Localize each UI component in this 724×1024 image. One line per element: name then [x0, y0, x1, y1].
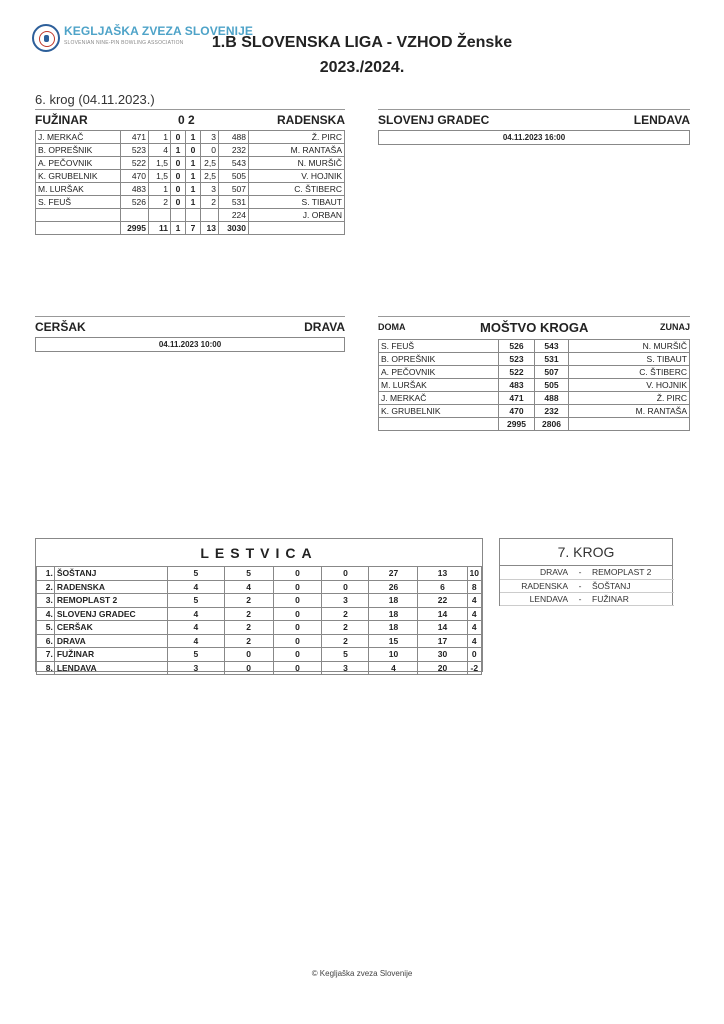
stat-col-2: 2: [224, 621, 273, 635]
table-row: [379, 366, 690, 379]
stat-col-1: 5: [167, 648, 224, 662]
stat-col-1: 4: [167, 607, 224, 621]
fixture-home: DRAVA: [500, 566, 570, 579]
rank: 2.: [37, 580, 55, 594]
stat-col-5: 4: [369, 661, 418, 675]
stat-col-4: 2: [322, 621, 369, 635]
home-match-point: 0: [171, 157, 186, 170]
stat-col-7: 4: [467, 607, 481, 621]
best-team-header: [378, 316, 690, 336]
stat-col-1: 5: [167, 594, 224, 608]
stat-col-7: 4: [467, 634, 481, 648]
home-points: 4: [149, 144, 171, 157]
next-round-title: 7. KROG: [557, 544, 615, 560]
away-score: 507: [219, 183, 249, 196]
next-round-panel: [499, 538, 673, 566]
footer-copyright: © Kegljaška zveza Slovenije: [311, 969, 413, 978]
stat-col-3: 0: [273, 661, 322, 675]
stat-col-2: 4: [224, 580, 273, 594]
fixture-separator: -: [570, 579, 590, 592]
home-score: 522: [499, 366, 535, 379]
table-row: [379, 392, 690, 405]
table-row: [36, 157, 345, 170]
stat-col-1: 4: [167, 621, 224, 635]
away-score: 531: [535, 353, 569, 366]
away-total-score: 3030: [219, 222, 249, 235]
home-points: [149, 209, 171, 222]
match3-datetime: 04.11.2023 10:00: [35, 337, 345, 352]
stat-col-5: 15: [369, 634, 418, 648]
away-match-point: 1: [186, 157, 201, 170]
home-player: M. LURŠAK: [36, 183, 121, 196]
away-score: 232: [219, 144, 249, 157]
home-total-score: 2995: [499, 418, 535, 431]
away-total-points: 13: [201, 222, 219, 235]
fixture-away: FUŽINAR: [590, 592, 674, 605]
home-total-score: 2995: [121, 222, 149, 235]
stat-col-4: 0: [322, 580, 369, 594]
stat-col-6: 30: [418, 648, 467, 662]
home-score: 471: [121, 131, 149, 144]
away-points: 2,5: [201, 170, 219, 183]
best-team-home-label: DOMA: [378, 322, 406, 332]
stat-col-1: 3: [167, 661, 224, 675]
away-score: 505: [219, 170, 249, 183]
home-player: J. MERKAČ: [36, 131, 121, 144]
stat-col-2: 0: [224, 648, 273, 662]
match2-header: [378, 109, 690, 129]
standings-row: [37, 661, 482, 675]
table-row: [36, 170, 345, 183]
away-player: M. RANTAŠA: [249, 144, 345, 157]
fixture-row: [500, 592, 674, 605]
match3-away-team: DRAVA: [304, 320, 345, 334]
stat-col-2: 2: [224, 594, 273, 608]
stat-col-3: 0: [273, 567, 322, 581]
best-team-title: MOŠTVO KROGA: [480, 320, 589, 335]
standings-row: [37, 607, 482, 621]
stat-col-3: 0: [273, 634, 322, 648]
home-score: 470: [499, 405, 535, 418]
away-points: 2: [201, 196, 219, 209]
away-score: 543: [219, 157, 249, 170]
away-score: 488: [535, 392, 569, 405]
match1-score: 0 2: [178, 113, 195, 127]
stat-col-5: 18: [369, 607, 418, 621]
away-points: [201, 209, 219, 222]
team-name: ŠOŠTANJ: [54, 567, 167, 581]
home-total-points: 11: [149, 222, 171, 235]
fixture-separator: -: [570, 566, 590, 579]
away-player: C. ŠTIBERC: [569, 366, 690, 379]
home-player: J. MERKAČ: [379, 392, 499, 405]
stat-col-3: 0: [273, 607, 322, 621]
table-row: [36, 183, 345, 196]
stat-col-2: 2: [224, 607, 273, 621]
standings-row: [37, 567, 482, 581]
stat-col-5: 26: [369, 580, 418, 594]
home-player: B. OPREŠNIK: [36, 144, 121, 157]
away-score: 488: [219, 131, 249, 144]
home-points: 1: [149, 131, 171, 144]
rank: 8.: [37, 661, 55, 675]
fixture-away: ŠOŠTANJ: [590, 579, 674, 592]
match2-datetime: 04.11.2023 16:00: [378, 130, 690, 145]
fixture-separator: -: [570, 592, 590, 605]
match1-home-team: FUŽINAR: [35, 113, 88, 127]
home-player: M. LURŠAK: [379, 379, 499, 392]
stat-col-1: 4: [167, 634, 224, 648]
team-name: FUŽINAR: [54, 648, 167, 662]
stat-col-4: 0: [322, 567, 369, 581]
totals-blank: [569, 418, 690, 431]
match2-away-team: LENDAVA: [633, 113, 690, 127]
away-points: 2,5: [201, 157, 219, 170]
totals-blank: [379, 418, 499, 431]
round-label: 6. krog (04.11.2023.): [35, 92, 155, 107]
stat-col-4: 2: [322, 634, 369, 648]
stat-col-3: 0: [273, 648, 322, 662]
table-row: [379, 379, 690, 392]
next-round-table: [500, 566, 674, 606]
stat-col-6: 14: [418, 607, 467, 621]
season-title: 2023./2024.: [319, 59, 405, 76]
stat-col-7: 0: [467, 648, 481, 662]
table-row: [379, 353, 690, 366]
away-score: 224: [219, 209, 249, 222]
away-player: Ž. PIRC: [249, 131, 345, 144]
away-score: 505: [535, 379, 569, 392]
home-score: [121, 209, 149, 222]
home-score: 483: [499, 379, 535, 392]
standings-row: [37, 621, 482, 635]
home-match-point: 0: [171, 183, 186, 196]
away-score: 543: [535, 340, 569, 353]
rank: 3.: [37, 594, 55, 608]
away-points: 3: [201, 183, 219, 196]
rank: 6.: [37, 634, 55, 648]
home-match-point: [171, 209, 186, 222]
home-score: 523: [121, 144, 149, 157]
standings-table: [36, 566, 482, 675]
stat-col-6: 20: [418, 661, 467, 675]
fixture-away: REMOPLAST 2: [590, 566, 674, 579]
match1-header: [35, 109, 345, 129]
fixture-home: LENDAVA: [500, 592, 570, 605]
stat-col-7: 8: [467, 580, 481, 594]
home-score: 471: [499, 392, 535, 405]
stat-col-2: 2: [224, 634, 273, 648]
home-player: S. FEUŠ: [36, 196, 121, 209]
stat-col-6: 6: [418, 580, 467, 594]
home-player: A. PEČOVNIK: [36, 157, 121, 170]
stat-col-3: 0: [273, 621, 322, 635]
home-match-point: 0: [171, 170, 186, 183]
home-score: 483: [121, 183, 149, 196]
home-points: 2: [149, 196, 171, 209]
home-score: 526: [121, 196, 149, 209]
table-row: [36, 144, 345, 157]
stat-col-3: 0: [273, 594, 322, 608]
team-name: RADENSKA: [54, 580, 167, 594]
away-match-point: [186, 209, 201, 222]
home-player: [36, 209, 121, 222]
match1-away-team: RADENSKA: [276, 113, 345, 127]
totals-blank: [249, 222, 345, 235]
stat-col-5: 18: [369, 594, 418, 608]
stat-col-4: 2: [322, 607, 369, 621]
standings-row: [37, 594, 482, 608]
home-player: B. OPREŠNIK: [379, 353, 499, 366]
stat-col-4: 3: [322, 594, 369, 608]
home-match-point: 0: [171, 131, 186, 144]
best-team-table: [378, 339, 690, 431]
match1-table: [35, 130, 345, 235]
away-total-match-points: 7: [186, 222, 201, 235]
stat-col-7: -2: [467, 661, 481, 675]
stat-col-3: 0: [273, 580, 322, 594]
league-title: 1.B SLOVENSKA LIGA - VZHOD Ženske: [211, 34, 513, 51]
stat-col-7: 4: [467, 594, 481, 608]
home-player: K. GRUBELNIK: [36, 170, 121, 183]
home-points: 1,5: [149, 170, 171, 183]
away-player: Ž. PIRC: [569, 392, 690, 405]
home-player: K. GRUBELNIK: [379, 405, 499, 418]
away-score: 531: [219, 196, 249, 209]
team-name: SLOVENJ GRADEC: [54, 607, 167, 621]
home-player: S. FEUŠ: [379, 340, 499, 353]
away-total-score: 2806: [535, 418, 569, 431]
table-row: [379, 405, 690, 418]
stat-col-6: 13: [418, 567, 467, 581]
table-row: [36, 196, 345, 209]
stat-col-1: 5: [167, 567, 224, 581]
away-match-point: 0: [186, 144, 201, 157]
next-round-list: [499, 566, 673, 606]
logo-subtitle: SLOVENIAN NINE-PIN BOWLING ASSOCIATION: [64, 40, 184, 46]
team-name: DRAVA: [54, 634, 167, 648]
stat-col-6: 17: [418, 634, 467, 648]
stat-col-2: 5: [224, 567, 273, 581]
away-player: V. HOJNIK: [569, 379, 690, 392]
away-player: S. TIBAUT: [249, 196, 345, 209]
away-match-point: 1: [186, 131, 201, 144]
away-player: V. HOJNIK: [249, 170, 345, 183]
rank: 4.: [37, 607, 55, 621]
team-name: LENDAVA: [54, 661, 167, 675]
stat-col-1: 4: [167, 580, 224, 594]
table-row: [36, 209, 345, 222]
rank: 7.: [37, 648, 55, 662]
away-player: J. ORBAN: [249, 209, 345, 222]
away-points: 3: [201, 131, 219, 144]
match2-home-team: SLOVENJ GRADEC: [378, 113, 490, 127]
away-match-point: 1: [186, 183, 201, 196]
stat-col-5: 18: [369, 621, 418, 635]
team-name: CERŠAK: [54, 621, 167, 635]
home-score: 522: [121, 157, 149, 170]
totals-blank: [36, 222, 121, 235]
home-score: 470: [121, 170, 149, 183]
stat-col-7: 4: [467, 621, 481, 635]
home-score: 526: [499, 340, 535, 353]
home-match-point: 1: [171, 144, 186, 157]
home-score: 523: [499, 353, 535, 366]
rank: 5.: [37, 621, 55, 635]
stat-col-7: 10: [467, 567, 481, 581]
away-player: N. MURŠIČ: [249, 157, 345, 170]
match3-home-team: CERŠAK: [35, 320, 86, 334]
away-match-point: 1: [186, 170, 201, 183]
standings-row: [37, 648, 482, 662]
standings-panel: [35, 538, 483, 672]
home-points: 1: [149, 183, 171, 196]
stat-col-2: 0: [224, 661, 273, 675]
standings-title: LESTVICA: [200, 545, 318, 561]
away-score: 232: [535, 405, 569, 418]
home-match-point: 0: [171, 196, 186, 209]
away-player: C. ŠTIBERC: [249, 183, 345, 196]
standings-row: [37, 634, 482, 648]
fixture-home: RADENSKA: [500, 579, 570, 592]
fixture-row: [500, 579, 674, 592]
table-row: [36, 131, 345, 144]
home-player: A. PEČOVNIK: [379, 366, 499, 379]
match3-header: [35, 316, 345, 336]
away-player: N. MURŠIČ: [569, 340, 690, 353]
table-row: [379, 340, 690, 353]
totals-row: [379, 418, 690, 431]
team-name: REMOPLAST 2: [54, 594, 167, 608]
fixture-row: [500, 566, 674, 579]
totals-row: [36, 222, 345, 235]
stat-col-5: 10: [369, 648, 418, 662]
stat-col-4: 5: [322, 648, 369, 662]
away-score: 507: [535, 366, 569, 379]
away-points: 0: [201, 144, 219, 157]
away-match-point: 1: [186, 196, 201, 209]
home-points: 1,5: [149, 157, 171, 170]
stat-col-4: 3: [322, 661, 369, 675]
away-player: M. RANTAŠA: [569, 405, 690, 418]
away-player: S. TIBAUT: [569, 353, 690, 366]
standings-row: [37, 580, 482, 594]
logo-name: KEGLJAŠKA ZVEZA SLOVENIJE: [64, 24, 253, 38]
stat-col-5: 27: [369, 567, 418, 581]
rank: 1.: [37, 567, 55, 581]
home-total-match-points: 1: [171, 222, 186, 235]
stat-col-6: 14: [418, 621, 467, 635]
best-team-away-label: ZUNAJ: [659, 322, 690, 332]
stat-col-6: 22: [418, 594, 467, 608]
